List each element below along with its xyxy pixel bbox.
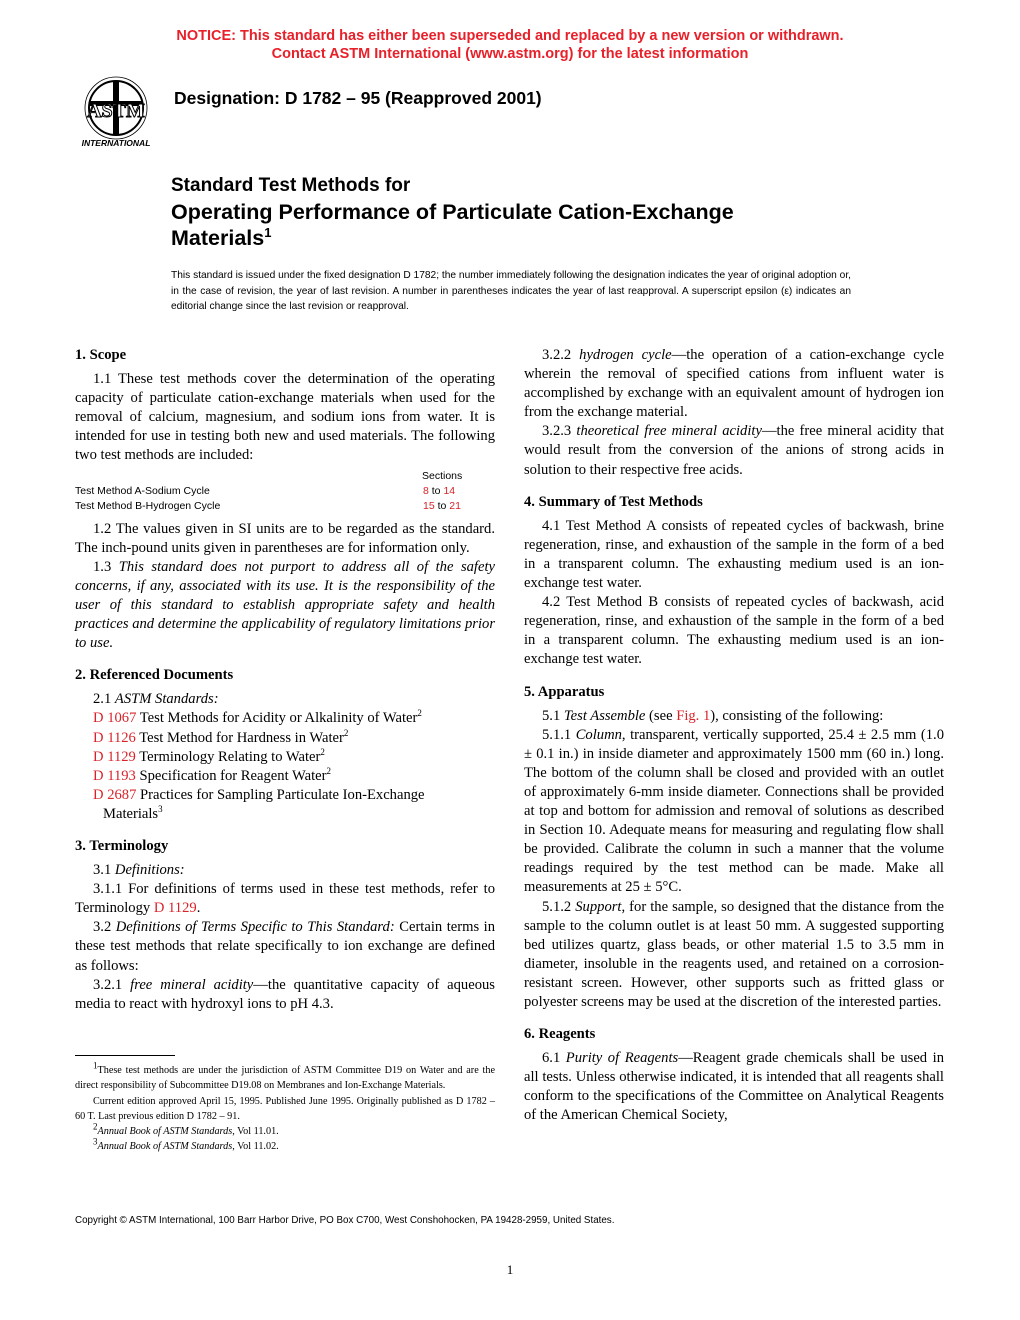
summary-heading: 4. Summary of Test Methods [524,493,703,510]
para-5-1-1: 5.1.1 Column, transparent, vertically supported, 25.4 ± 2.5 mm (1.0 ± 0.1 in.) in inside diameter and approximately 1500 mm (60 in.) long. The bottom of the column shall be closed and provided with an outlet of approximately 6-mm inside diameter. Connections shall be provided at top and bottom for admission and removal of solutions as described in Section 10. Adequate means for measuring and regulating flow shall be provided. Calibrate the column in such a manner that the volume readings required by the test method can be made. Make all measurements at 25 ± 5°C. [524,726,944,896]
scope-heading: 1. Scope [75,347,127,363]
left-column [75,346,495,1014]
footnote-1: $^1$These test methods are under the jurisdiction of ASTM Committee D19 on Water and are the direct responsibility of Subcommittee D19.08 on Membranes and Ion-Exchange Materials. [75,1060,495,1092]
logo-text: ASTM [87,100,145,122]
notice-banner [0,27,1020,63]
logo-subtext: INTERNATIONAL [81,138,151,148]
ref-item: D 1193 Specification for Reagent Water$^2$ [93,765,331,784]
sections-header: Sections [422,469,463,482]
ref-code-link[interactable]: D 1067 [93,710,137,727]
ref-item: D 1067 Test Methods for Acidity or Alkalinity of Water$^2$ [93,708,422,727]
terminology-link[interactable]: D 1129 [153,900,197,917]
method-to-link[interactable]: 14 [443,484,456,497]
referenced-docs-heading: 2. Referenced Documents [75,667,234,684]
footnotes [75,1060,495,1155]
para-3-1: 3.1 Definitions: [93,862,185,879]
method-from-link[interactable]: 8 [423,484,429,497]
para-2-1: 2.1 ASTM Standards: [93,691,219,708]
terminology-heading: 3. Terminology [75,837,169,854]
para-4-1: 4.1 Test Method A consists of repeated cycles of backwash, brine regeneration, rinse, and exhaustion of the sample in the form of a bed in a transparent column. The exhausting medium used is an ion-exchange test water. [524,517,944,592]
ref-code-link[interactable]: D 1193 [93,767,136,784]
footnote-2: $^2$Annual Book of ASTM Standards, Vol 11.01. [93,1121,279,1138]
title-line-2: Operating Performance of Particulate Cation-Exchange [171,200,734,224]
title-footnote-mark: 1 [264,224,272,240]
title-main [171,199,891,251]
para-4-2: 4.2 Test Method B consists of repeated cycles of backwash, acid regeneration, rinse, and exhaustion of the sample in the form of a bed in a transparent column. The exhausting medium used is an ion-exchange test water. [524,594,944,668]
method-to-word: to [437,499,447,512]
method-name: Test Method B-Hydrogen Cycle [75,499,221,512]
copyright: Copyright © ASTM International, 100 Barr Harbor Drive, PO Box C700, West Conshohocken, PA 19428-2959, United States. [75,1215,615,1226]
ref-item: D 1126 Test Method for Hardness in Water$^2$ [93,727,349,746]
para-5-1: 5.1 Test Assemble (see Fig. 1), consisting of the following: [542,707,884,724]
reagents-heading: 6. Reagents [524,1026,596,1043]
para-1-1: 1.1 These test methods cover the determination of the operating capacity of particulate cation-exchange materials when used for the removal of calcium, magnesium, and sodium ions from water. It is intended for use in testing both new and used materials. The following two test methods are included: [75,371,495,464]
title-line-3: Materials [171,226,265,250]
notice-line-1: NOTICE: This standard has either been superseded and replaced by a new version or withdrawn. [176,28,844,44]
method-to-link[interactable]: 21 [449,499,461,512]
method-row [75,499,495,514]
para-1-2: 1.2 The values given in SI units are to be regarded as the standard. The inch-pound units given in parentheses are for information only. [75,520,495,556]
methods-table [75,469,495,514]
method-from-link[interactable]: 15 [423,499,435,512]
ref-item: D 1129 Terminology Relating to Water$^2$ [93,746,325,765]
apparatus-heading: 5. Apparatus [524,683,605,700]
para-1-3: 1.3 This standard does not purport to address all of the safety concerns, if any, associated with its use. It is the responsibility of the user of this standard to establish appropriate safety and health practices and determine the applicability of regulatory limitations prior to use. [75,558,495,652]
ref-code-link[interactable]: D 1129 [93,748,136,765]
footnote-1b: Current edition approved April 15, 1995. Published June 1995. Originally published as D 1782 – 60 T. Last previous edition D 1782 – 91. [75,1095,495,1122]
figure-link[interactable]: Fig. 1 [676,707,711,724]
method-name: Test Method A-Sodium Cycle [75,484,210,497]
para-3-2: 3.2 Definitions of Terms Specific to This Standard: Certain terms in these test methods that relate specifically to ion exchange are defined as follows: [75,919,495,974]
ref-code-link[interactable]: D 1126 [93,729,136,746]
method-to-word: to [431,484,441,497]
page-number: 1 [506,1262,514,1277]
title-line-1: Standard Test Methods for [171,175,411,196]
notice-line-2: Contact ASTM International (www.astm.org) for the latest information [271,46,749,62]
astm-logo [70,75,162,150]
footnote-3: $^3$Annual Book of ASTM Standards, Vol 11.02. [93,1137,279,1153]
designation: Designation: D 1782 – 95 (Reapproved 2001) [174,88,542,108]
para-3-2-1: 3.2.1 free mineral acidity—the quantitative capacity of aqueous media to react with hydroxyl ions to pH 4.3. [75,976,495,1012]
para-6-1: 6.1 Purity of Reagents—Reagent grade chemicals shall be used in all tests. Unless otherwise indicated, it is intended that all reagents shall conform to the specifications of the Committee on Analytical Reagents of the American Chemical Society, [524,1050,944,1124]
ref-code-link[interactable]: D 2687 [93,786,137,803]
astm-logo-graphic [70,75,162,150]
para-3-2-3: 3.2.3 theoretical free mineral acidity—the free mineral acidity that would result from the conversion of the anions of strong acids in solution to their respective free acids. [524,423,944,478]
ref-item: D 2687 Practices for Sampling Particulate Ion-Exchange Materials$^3$ [93,786,425,822]
footnote-divider [75,1055,175,1056]
issued-note: This standard is issued under the fixed designation D 1782; the number immediately following the designation indicates the year of original adoption or, in the case of revision, the year of last revision. A number in parentheses indicates the year of last reapproval. A superscript epsilon (ε) indicates an editorial change since the last revision or reapproval. [171,270,851,312]
method-row [75,484,495,499]
para-3-2-2: 3.2.2 hydrogen cycle—the operation of a cation-exchange cycle wherein the removal of specified cations from influent water is accomplished by exchange with an equivalent amount of hydrogen ion from the exchange material. [524,347,944,421]
para-3-1-1: 3.1.1 For definitions of terms used in these test methods, refer to Terminology D 1129. [75,881,495,917]
para-5-1-2: 5.1.2 Support, for the sample, so designed that the distance from the sample to the column outlet is at least 50 mm. A suggested supporting bed utilizes quartz, glass beads, or other material 1.5 to 3.5 mm in diameter, insoluble in the reagents used, and retained on a corrosion-resistant screen. However, other supports such as fritted glass or polyester screens may be used at the discretion of the interested parties. [524,898,945,1010]
right-column [524,346,944,1126]
